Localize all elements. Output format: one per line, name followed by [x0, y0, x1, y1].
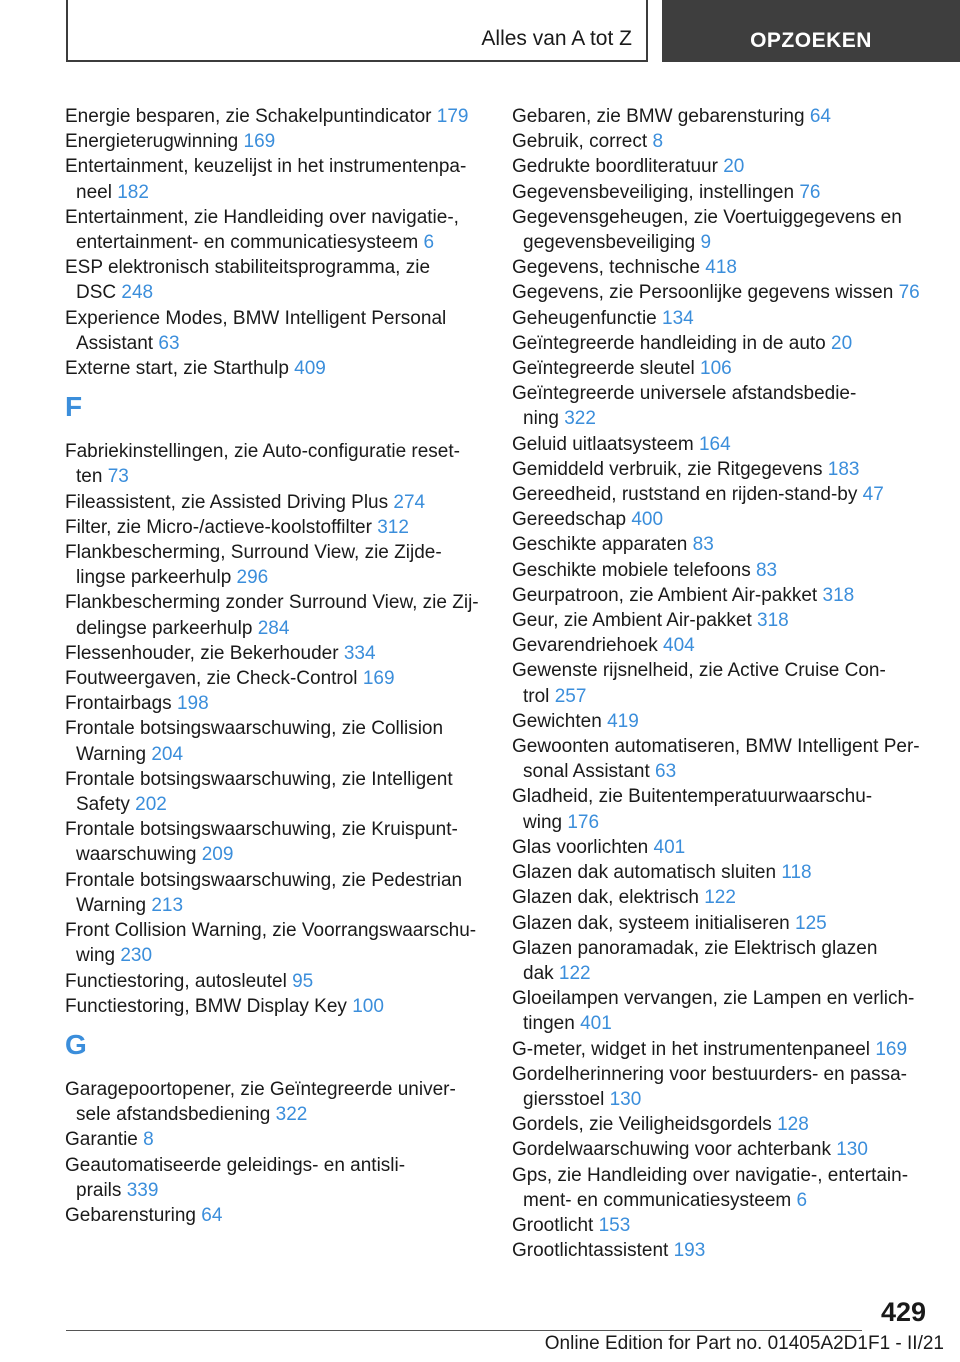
index-entry [65, 306, 485, 356]
footer-rule [66, 1330, 862, 1331]
index-entry-text: Flessenhouder, zie Bekerhouder [65, 642, 339, 664]
index-entry-text: Geïntegreerde handleiding in de auto [512, 332, 826, 354]
index-entry-text: Frontale botsingswaarschuwing, zie Intelligent [65, 768, 453, 790]
index-entry [512, 558, 932, 583]
page-reference-link[interactable]: 209 [201, 844, 234, 866]
index-entry-text: Frontale botsingswaarschuwing, zie Pedestrian [65, 869, 463, 891]
index-entry-text: Energieterugwinning [65, 131, 239, 153]
index-entry [65, 439, 485, 489]
index-entry-text: Geluid uitlaatsysteem [512, 433, 694, 455]
page-reference-link[interactable]: 169 [362, 668, 395, 690]
page-reference-link[interactable]: 400 [631, 509, 664, 531]
page-reference-link[interactable]: 334 [343, 642, 376, 664]
index-entry-text: Gps, zie Handleiding over navigatie-, entertain- [512, 1164, 909, 1186]
page-reference-link[interactable]: 318 [757, 610, 789, 632]
page-reference-link[interactable]: 404 [663, 635, 695, 657]
index-entry-text: Filter, zie Micro-/actieve-koolstoffilter [65, 516, 372, 538]
index-entry-text: Glas voorlichten [512, 836, 649, 858]
index-entry-text: Grootlichtassistent [512, 1240, 669, 1262]
index-entry-text: Geheugenfunctie [512, 307, 657, 329]
index-entry [512, 482, 932, 507]
index-entry [512, 205, 932, 255]
index-entry [512, 1238, 932, 1263]
index-entry-text: Entertainment, zie Handleiding over navigatie-, [65, 206, 459, 228]
index-entry [512, 608, 932, 633]
index-entry [512, 658, 932, 708]
page-reference-link[interactable]: 8 [652, 131, 664, 153]
index-entry-text: gegevensbeveiliging [523, 232, 696, 254]
index-entry-text: wing [76, 945, 116, 967]
page-reference-link[interactable]: 63 [655, 761, 677, 783]
page-reference-link[interactable]: 296 [236, 567, 269, 589]
index-column-right [512, 104, 932, 1263]
page-reference-link[interactable]: 153 [598, 1214, 631, 1236]
index-entry-text: Front Collision Warning, zie Voorrangswaarschu- [65, 920, 477, 942]
page-reference-link[interactable]: 312 [377, 516, 409, 538]
page-reference-link[interactable]: 248 [121, 282, 154, 304]
page-reference-link[interactable]: 176 [567, 811, 600, 833]
page-reference-link[interactable]: 8 [143, 1129, 154, 1151]
index-entry-text: Flankbescherming, Surround View, zie Zijde- [65, 542, 442, 564]
index-entry [512, 331, 932, 356]
page-number: 429 [880, 1297, 926, 1327]
index-entry-text: Safety [76, 794, 130, 816]
page-reference-link[interactable]: 193 [673, 1240, 706, 1262]
index-entry [512, 432, 932, 457]
page-reference-link[interactable]: 202 [135, 794, 167, 816]
index-entry [65, 666, 485, 691]
index-entry [512, 583, 932, 608]
index-entry-text: Energie besparen, zie Schakelpuntindicator [65, 106, 432, 127]
page-reference-link[interactable]: 95 [292, 970, 314, 992]
index-entry [512, 885, 932, 910]
page-reference-link[interactable]: 122 [558, 962, 591, 984]
index-entry-text: Functiestoring, BMW Display Key [65, 995, 347, 1017]
index-entry [65, 817, 485, 867]
index-entry-text: Frontale botsingswaarschuwing, zie Collision [65, 718, 444, 740]
index-entry-text: Gegevensgeheugen, zie Voertuiggegevens en [512, 206, 902, 228]
page-reference-link[interactable]: 64 [809, 106, 831, 127]
index-entry [512, 1213, 932, 1238]
index-entry-text: Fabriekinstellingen, zie Auto-configuratie reset- [65, 441, 460, 463]
page-reference-link[interactable]: 318 [822, 584, 855, 606]
page-reference-link[interactable]: 64 [201, 1204, 223, 1226]
page-reference-link[interactable]: 6 [796, 1189, 808, 1211]
page-reference-link[interactable]: 73 [107, 466, 129, 488]
index-entry-text: Gemiddeld verbruik, zie Ritgegevens [512, 458, 823, 480]
index-entry-text: Foutweergaven, zie Check-Control [65, 668, 358, 690]
index-entry [65, 1127, 485, 1152]
page-reference-link[interactable]: 20 [831, 332, 853, 354]
index-entry-text: Glazen dak automatisch sluiten [512, 862, 777, 884]
index-entry-text: wing [523, 811, 563, 833]
index-entry-text: Geïntegreerde sleutel [512, 358, 695, 380]
index-entry-text: ESP elektronisch stabiliteitsprogramma, zie [65, 257, 431, 279]
index-entry [512, 1137, 932, 1162]
index-entry-text: waarschuwing [76, 844, 197, 866]
index-entry [512, 507, 932, 532]
page-reference-link[interactable]: 83 [755, 559, 778, 581]
page-reference-link[interactable]: 130 [609, 1088, 642, 1110]
page-reference-link[interactable]: 322 [564, 408, 596, 430]
index-entry-text: Fileassistent, zie Assisted Driving Plus [65, 491, 389, 513]
index-entry-text: Gedrukte boordliteratuur [512, 156, 718, 178]
index-entry [512, 911, 932, 936]
index-entry-text: Gebaren, zie BMW gebarensturing [512, 106, 805, 127]
page-reference-link[interactable]: 106 [700, 358, 732, 380]
page-reference-link[interactable]: 63 [158, 332, 180, 354]
index-entry-text: prails [76, 1179, 122, 1201]
page-reference-link[interactable]: 179 [436, 106, 469, 127]
page-reference-link[interactable]: 169 [243, 131, 276, 153]
page-reference-link[interactable]: 47 [862, 484, 884, 506]
index-entry [512, 280, 932, 305]
index-entry [65, 490, 485, 515]
index-entry [65, 691, 485, 716]
index-entry [512, 936, 932, 986]
index-entry [65, 205, 485, 255]
index-entry-text: Externe start, zie Starthulp [65, 358, 289, 380]
index-entry [65, 590, 485, 640]
index-entry-text: Gereedheid, ruststand en rijden-stand-by [512, 484, 858, 506]
index-entry-text: sonal Assistant [523, 761, 650, 783]
index-entry [512, 1062, 932, 1112]
page-reference-link[interactable]: 419 [607, 710, 639, 732]
index-entry [65, 356, 485, 381]
index-entry [512, 860, 932, 885]
page-reference-link[interactable]: 9 [700, 232, 712, 254]
index-entry-text: Gewichten [512, 710, 602, 732]
index-entry-text: DSC [76, 282, 117, 304]
index-entry-text: Assistant [76, 332, 154, 354]
index-entry [65, 104, 485, 129]
index-entry [512, 381, 932, 431]
index-entry-text: Gordelherinnering voor bestuurders- en passa- [512, 1063, 907, 1085]
page-reference-link[interactable]: 401 [580, 1013, 612, 1035]
index-entry-text: neel [76, 181, 112, 203]
index-entry [65, 1077, 485, 1127]
page-reference-link[interactable]: 100 [352, 995, 384, 1017]
index-entry [512, 180, 932, 205]
index-entry [512, 457, 932, 482]
index-entry-text: Entertainment, keuzelijst in het instrumentenpa- [65, 156, 467, 178]
index-entry-text: Geurpatroon, zie Ambient Air-pakket [512, 584, 818, 606]
index-entry-text: giersstoel [523, 1088, 605, 1110]
index-entry-text: Warning [76, 894, 147, 916]
index-entry [65, 129, 485, 154]
page-reference-link[interactable]: 418 [705, 257, 737, 279]
section-label: Alles van A tot Z [481, 27, 632, 50]
index-entry [65, 868, 485, 918]
page-reference-link[interactable]: 213 [151, 894, 184, 916]
index-column-left [65, 104, 485, 1228]
page-reference-link[interactable]: 204 [151, 743, 184, 765]
index-entry [65, 515, 485, 540]
page-reference-link[interactable]: 339 [126, 1179, 159, 1201]
index-entry-text: ning [523, 408, 559, 430]
page-reference-link[interactable]: 322 [275, 1104, 308, 1126]
index-entry [512, 734, 932, 784]
index-entry-text: Gladheid, zie Buitentemperatuurwaarschu- [512, 786, 873, 808]
index-entry-text: delingse parkeerhulp [76, 617, 253, 639]
footer-edition-text: Online Edition for Part no. 01405A2D1F1 - II/21 [544, 1333, 944, 1354]
index-entry-text: Gegevensbeveiliging, instellingen [512, 181, 795, 203]
page-reference-link[interactable]: 284 [257, 617, 290, 639]
page-reference-link[interactable]: 20 [723, 156, 745, 178]
index-entry [512, 835, 932, 860]
lookup-tab[interactable] [662, 0, 960, 62]
index-entry-text: Geschikte apparaten [512, 534, 688, 556]
index-entry-text: Experience Modes, BMW Intelligent Personal [65, 307, 447, 329]
index-entry [512, 255, 932, 280]
index-entry-text: Geïntegreerde universele afstandsbedie- [512, 383, 857, 405]
page-reference-link[interactable]: 130 [836, 1139, 868, 1161]
index-entry [65, 154, 485, 204]
section-tab [66, 0, 648, 62]
index-entry-text: Gordelwaarschuwing voor achterbank [512, 1139, 831, 1161]
index-entry-text: Garagepoortopener, zie Geïntegreerde univer- [65, 1078, 456, 1100]
index-entry [65, 641, 485, 666]
index-entry-text: tingen [523, 1013, 575, 1035]
index-entry-text: dak [523, 962, 554, 984]
index-entry-text: G-meter, widget in het instrumentenpaneel [512, 1038, 871, 1060]
index-entry [512, 129, 932, 154]
index-entry [65, 969, 485, 994]
page-reference-link[interactable]: 183 [827, 458, 860, 480]
index-entry [512, 306, 932, 331]
index-entry [65, 255, 485, 305]
page-reference-link[interactable]: 76 [898, 282, 920, 304]
index-entry-text: entertainment- en communicatiesysteem [76, 232, 419, 254]
index-entry-text: Gordels, zie Veiligheidsgordels [512, 1114, 772, 1136]
index-entry-text: Geur, zie Ambient Air-pakket [512, 610, 752, 632]
index-entry-text: Grootlicht [512, 1214, 594, 1236]
page-reference-link[interactable]: 76 [799, 181, 821, 203]
index-entry-text: Gewoonten automatiseren, BMW Intelligent Per- [512, 736, 920, 758]
page-reference-link[interactable]: 182 [117, 181, 149, 203]
index-entry-text: Glazen dak, systeem initialiseren [512, 912, 790, 934]
index-entry-text: Geschikte mobiele telefoons [512, 559, 751, 581]
page-reference-link[interactable]: 164 [698, 433, 731, 455]
index-entry-text: trol [523, 685, 550, 707]
index-entry-text: Glazen panoramadak, zie Elektrisch glazen [512, 937, 878, 959]
index-entry-text: Frontale botsingswaarschuwing, zie Kruispunt- [65, 819, 458, 841]
page-reference-link[interactable]: 6 [423, 232, 435, 254]
index-letter-heading: G [65, 1028, 87, 1060]
index-entry [512, 709, 932, 734]
index-entry [512, 986, 932, 1036]
index-entry-text: ment- en communicatiesysteem [523, 1189, 792, 1211]
index-entry-text: Gevarendriehoek [512, 635, 658, 657]
index-entry-text: Gebruik, correct [512, 131, 648, 153]
index-entry [512, 633, 932, 658]
index-entry [512, 154, 932, 179]
index-entry [512, 1037, 932, 1062]
index-entry [65, 918, 485, 968]
page-reference-link[interactable]: 230 [120, 945, 153, 967]
index-entry [512, 104, 932, 129]
index-entry [65, 994, 485, 1019]
index-entry-text: Gewenste rijsnelheid, zie Active Cruise Con- [512, 660, 886, 682]
index-entry-text: Garantie [65, 1129, 138, 1151]
index-entry-text: Warning [76, 743, 147, 765]
index-entry-text: Glazen dak, elektrisch [512, 887, 699, 909]
page-reference-link[interactable]: 125 [795, 912, 827, 934]
index-entry [512, 784, 932, 834]
index-entry [512, 532, 932, 557]
index-entry-text: Gebarensturing [65, 1204, 196, 1226]
page-reference-link[interactable]: 274 [393, 491, 426, 513]
index-entry-text: Frontairbags [65, 693, 172, 715]
page-reference-link[interactable]: 134 [662, 307, 694, 329]
index-letter-heading: F [65, 391, 83, 423]
index-entry [512, 356, 932, 381]
page-reference-link[interactable]: 122 [704, 887, 736, 909]
page-reference-link[interactable]: 401 [653, 836, 686, 858]
index-entry [65, 1203, 485, 1228]
index-entry-text: Functiestoring, autosleutel [65, 970, 287, 992]
index-entry [512, 1163, 932, 1213]
lookup-tab-label: OPZOEKEN [750, 29, 872, 52]
page-reference-link[interactable]: 198 [176, 693, 209, 715]
index-entry-text: ten [76, 466, 103, 488]
index-entry [512, 1112, 932, 1137]
index-entry-text: Gereedschap [512, 509, 627, 531]
index-entry-text: Gegevens, zie Persoonlijke gegevens wissen [512, 282, 894, 304]
index-entry [65, 767, 485, 817]
index-entry-text: Gloeilampen vervangen, zie Lampen en verlich- [512, 988, 915, 1010]
index-entry-text: sele afstandsbediening [76, 1104, 271, 1126]
index-entry [65, 540, 485, 590]
index-entry-text: Gegevens, technische [512, 257, 701, 279]
page-reference-link[interactable]: 128 [777, 1114, 809, 1136]
page-reference-link[interactable]: 409 [294, 358, 326, 380]
page-reference-link[interactable]: 83 [692, 534, 714, 556]
page-reference-link[interactable]: 169 [875, 1038, 908, 1060]
page-reference-link[interactable]: 118 [781, 862, 812, 884]
index-entry [65, 716, 485, 766]
index-entry [65, 1153, 485, 1203]
page-reference-link[interactable]: 257 [554, 685, 587, 707]
index-entry-text: Geautomatiseerde geleidings- en antisli- [65, 1154, 406, 1176]
index-entry-text: lingse parkeerhulp [76, 567, 232, 589]
index-entry-text: Flankbescherming zonder Surround View, zie Zij- [65, 592, 479, 614]
